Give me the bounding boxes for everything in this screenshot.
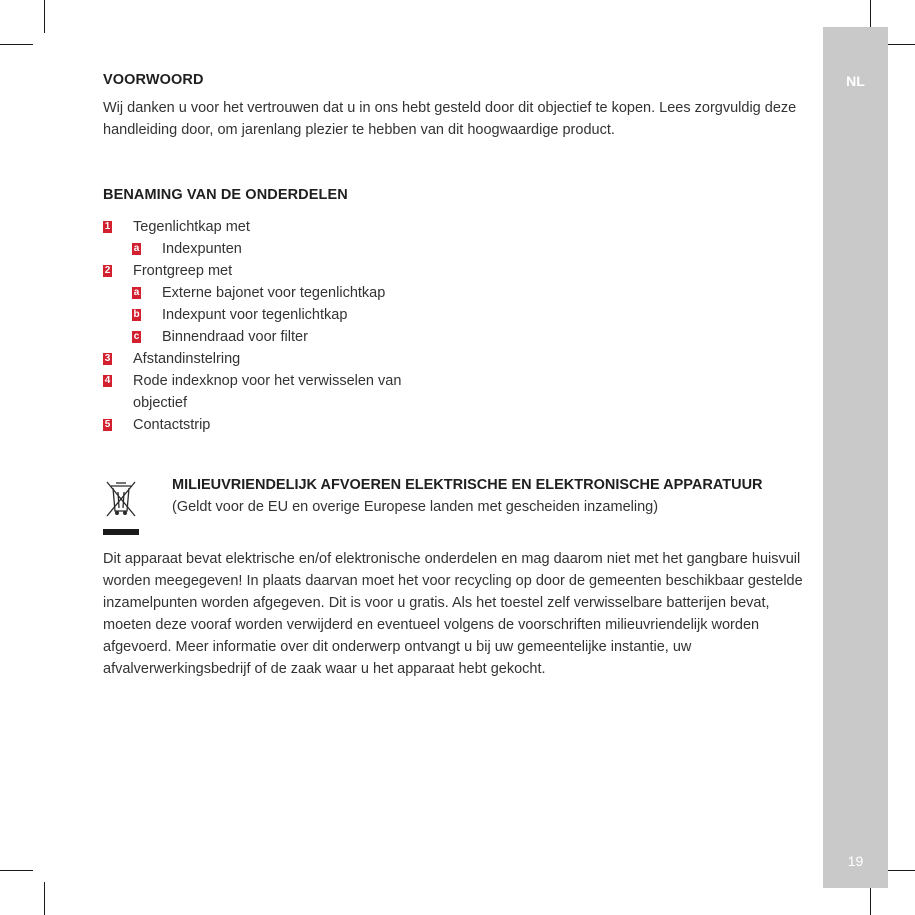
crop-mark <box>0 44 33 45</box>
weee-crossed-bin-icon <box>103 478 139 536</box>
language-sidebar <box>823 27 888 888</box>
subpart-letter-badge: a <box>133 243 140 254</box>
disposal-text: Dit apparaat bevat elektrische en/of elektronische onderdelen en mag daarom niet met het gangbare huisvuil worden meegegeven! In plaats daarvan moet het voor recycling op door de gemeenten beschikbaar gestelde inzamelpunten worden afgegeven. Dit is voor u gratis. Als het toestel zelf verwisselbare batterijen bevat, moeten deze vooraf worden verwijderd en eventueel volgens de voorschriften milieuvriendelijk worden afgevoerd. Meer informatie over dit onderwerp ontvangt u bij uw gemeentelijke instantie, uw afvalverwerkingsbedrijf of de zaak waar u het apparaat hebt gekocht. <box>103 551 803 677</box>
subpart-letter-badge: a <box>133 287 140 298</box>
list-item <box>103 260 523 282</box>
part-label: Tegenlichtkap met <box>133 219 250 235</box>
part-label: Frontgreep met <box>133 263 233 279</box>
part-number-badge: 4 <box>104 375 111 386</box>
list-item <box>103 414 523 436</box>
parts-heading: BENAMING VAN DE ONDERDELEN <box>103 187 348 203</box>
part-label: Contactstrip <box>133 417 211 433</box>
subpart-letter-badge: c <box>133 331 140 342</box>
part-number-badge: 3 <box>104 353 111 364</box>
crop-mark <box>44 0 45 33</box>
parts-list <box>103 216 523 436</box>
list-item <box>103 238 523 260</box>
part-label: Afstandinstelring <box>133 351 241 367</box>
subpart-label: Indexpunt voor tegenlichtkap <box>162 307 348 323</box>
language-label: NL <box>846 73 865 89</box>
page-number: 19 <box>847 853 864 869</box>
list-item <box>103 304 523 326</box>
list-item <box>103 282 523 304</box>
part-number-badge: 2 <box>104 265 111 276</box>
foreword-heading: VOORWOORD <box>103 72 204 88</box>
list-item <box>103 348 523 370</box>
part-number-badge: 5 <box>104 419 111 430</box>
list-item <box>103 370 523 414</box>
part-label: Rode indexknop voor het verwisselen van objectief <box>133 373 402 411</box>
list-item <box>103 216 523 238</box>
part-number-badge: 1 <box>104 221 111 232</box>
disposal-subheading: (Geldt voor de EU en overige Europese landen met gescheiden inzameling) <box>172 499 659 515</box>
crop-mark <box>44 882 45 915</box>
subpart-label: Binnendraad voor filter <box>162 329 308 345</box>
subpart-label: Externe bajonet voor tegenlichtkap <box>162 285 386 301</box>
foreword-text: Wij danken u voor het vertrouwen dat u in ons hebt gesteld door dit objectief te kopen. Lees zorgvuldig deze handleiding door, om jarenlang plezier te hebben van dit hoogwaardige product. <box>103 100 797 138</box>
subpart-letter-badge: b <box>133 309 140 320</box>
disposal-heading: MILIEUVRIENDELIJK AFVOEREN ELEKTRISCHE EN ELEKTRONISCHE APPARATUUR <box>172 477 763 493</box>
crop-mark <box>0 870 33 871</box>
subpart-label: Indexpunten <box>162 241 242 257</box>
list-item <box>103 326 523 348</box>
